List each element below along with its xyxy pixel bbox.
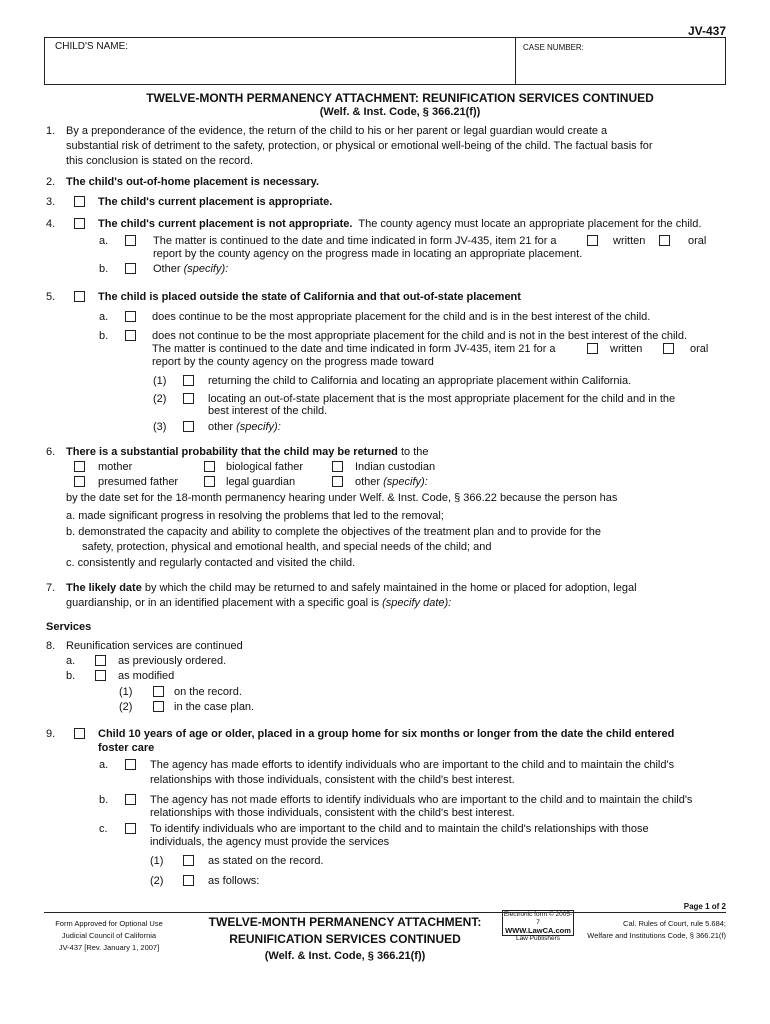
item-5b2-line-1: locating an out-of-state placement that is the most appropriate placement for the child and in the bbox=[208, 393, 676, 405]
footer-right-line-2: Welfare and Institutions Code, § 366.21(f) bbox=[587, 931, 726, 940]
item-6a: a. made significant progress in resolving the problems that led to the removal; bbox=[66, 510, 444, 522]
footer-left-line-1: Form Approved for Optional Use bbox=[55, 919, 163, 928]
item-6-other-checkbox[interactable] bbox=[332, 476, 343, 487]
item-8a-checkbox[interactable] bbox=[95, 655, 106, 666]
item-5b3-other: other bbox=[208, 421, 234, 433]
item-9c1-checkbox[interactable] bbox=[183, 855, 194, 866]
item-8b-text: as modified bbox=[118, 670, 175, 682]
item-4-text bbox=[98, 217, 701, 231]
item-5b1-label: (1) bbox=[153, 375, 167, 387]
services-heading: Services bbox=[46, 621, 92, 633]
case-number-field[interactable] bbox=[523, 56, 718, 80]
form-code: JV-437 bbox=[687, 24, 726, 38]
item-6-presumed-father-label: presumed father bbox=[98, 476, 179, 488]
item-3-text: The child's current placement is appropriate. bbox=[98, 196, 333, 208]
item-6-text bbox=[66, 445, 429, 459]
footer-rule bbox=[44, 912, 726, 913]
item-4a-checkbox[interactable] bbox=[125, 235, 136, 246]
item-8b2-label: (2) bbox=[119, 701, 133, 713]
item-8-text: Reunification services are continued bbox=[66, 640, 243, 652]
item-4a-label: a. bbox=[99, 235, 109, 247]
item-9b-checkbox[interactable] bbox=[125, 794, 136, 805]
item-8b1-checkbox[interactable] bbox=[153, 686, 164, 697]
item-9a-line-1: The agency has made efforts to identify individuals who are important to the child and to maintain the child's bbox=[150, 759, 675, 771]
item-6-bio-father-label: biological father bbox=[226, 461, 304, 473]
item-7-number: 7. bbox=[46, 582, 56, 594]
item-7-bold: The likely date bbox=[66, 582, 142, 594]
item-4-checkbox[interactable] bbox=[74, 218, 85, 229]
item-8b2-text: in the case plan. bbox=[174, 701, 255, 713]
item-6-legal-guardian-label: legal guardian bbox=[226, 476, 296, 488]
item-5b-line-1: does not continue to be the most appropriate placement for the child and is not in the best interest of the child. bbox=[152, 330, 688, 342]
header-divider bbox=[515, 37, 516, 85]
item-9c2-label: (2) bbox=[150, 875, 164, 887]
footer-left-line-2: Judicial Council of California bbox=[61, 931, 157, 940]
item-8b1-label: (1) bbox=[119, 686, 133, 698]
item-5b3-specify: (specify): bbox=[236, 421, 281, 433]
item-9-number: 9. bbox=[46, 728, 56, 740]
item-5b-label: b. bbox=[99, 330, 109, 342]
item-3-checkbox[interactable] bbox=[74, 196, 85, 207]
case-number-label: CASE NUMBER: bbox=[523, 43, 584, 52]
item-9a-line-2: relationships with those individuals, consistent with the child's best interest. bbox=[150, 774, 515, 786]
stamp-line-3: Law Publishers bbox=[515, 935, 561, 942]
item-4b-label: b. bbox=[99, 263, 109, 275]
item-5-text: The child is placed outside the state of California and that out-of-state placement bbox=[98, 291, 521, 303]
item-9c1-label: (1) bbox=[150, 855, 164, 867]
item-5-checkbox[interactable] bbox=[74, 291, 85, 302]
item-6-number: 6. bbox=[46, 446, 56, 458]
item-2-text: The child's out-of-home placement is necessary. bbox=[66, 176, 320, 188]
item-4b-checkbox[interactable] bbox=[125, 263, 136, 274]
item-9c-line-1: To identify individuals who are important to the child and to maintain the child's relationships with those bbox=[150, 823, 649, 835]
item-4b-other: Other bbox=[153, 263, 181, 275]
item-8b-label: b. bbox=[66, 670, 76, 682]
item-8-number: 8. bbox=[46, 640, 56, 652]
item-4a-line-2: report by the county agency on the progress made in locating an appropriate placement. bbox=[153, 248, 583, 260]
item-5b2-label: (2) bbox=[153, 393, 167, 405]
childs-name-label: CHILD'S NAME: bbox=[55, 41, 129, 52]
item-9c-line-2: individuals, the agency must provide the services bbox=[150, 836, 390, 848]
item-5-number: 5. bbox=[46, 291, 56, 303]
item-8a-text: as previously ordered. bbox=[118, 655, 227, 667]
childs-name-field[interactable] bbox=[55, 56, 505, 80]
footer-center-line-1: TWELVE-MONTH PERMANENCY ATTACHMENT: bbox=[208, 915, 482, 929]
item-5a-text: does continue to be the most appropriate placement for the child and is in the best interest of the child. bbox=[152, 311, 651, 323]
item-4a-written-checkbox[interactable] bbox=[587, 235, 598, 246]
item-6-presumed-father-checkbox[interactable] bbox=[74, 476, 85, 487]
item-6-mother-checkbox[interactable] bbox=[74, 461, 85, 472]
item-8a-label: a. bbox=[66, 655, 76, 667]
item-6b-line-1: b. demonstrated the capacity and ability to complete the objectives of the treatment plan and to provide for the bbox=[66, 526, 602, 538]
item-8b2-checkbox[interactable] bbox=[153, 701, 164, 712]
item-9c2-checkbox[interactable] bbox=[183, 875, 194, 886]
item-4a-line-1: The matter is continued to the date and time indicated in form JV-435, item 21 for a bbox=[153, 235, 557, 247]
footer-right-line-1: Cal. Rules of Court, rule 5.684; bbox=[623, 919, 726, 928]
stamp-line-2: WWW.LawCA.com bbox=[505, 926, 571, 935]
item-5a-label: a. bbox=[99, 311, 109, 323]
item-5b-line-2: The matter is continued to the date and time indicated in form JV-435, item 21 for a bbox=[152, 343, 556, 355]
stamp-line-1: Electronic form © 2005-7 bbox=[503, 911, 573, 926]
item-6-other-specify: (specify): bbox=[383, 476, 428, 488]
item-5a-checkbox[interactable] bbox=[125, 311, 136, 322]
item-3-number: 3. bbox=[46, 196, 56, 208]
item-9-bold-line-1: Child 10 years of age or older, placed in a group home for six months or longer from the date the child entered bbox=[98, 728, 675, 740]
item-9c-label: c. bbox=[99, 823, 108, 835]
item-8b1-text: on the record. bbox=[174, 686, 242, 698]
item-1-number: 1. bbox=[46, 125, 56, 137]
item-9-bold-line-2: foster care bbox=[98, 742, 155, 754]
item-4b-text bbox=[153, 262, 228, 276]
item-9-checkbox[interactable] bbox=[74, 728, 85, 739]
item-7-specify: (specify date): bbox=[382, 597, 452, 609]
item-6-bio-father-checkbox[interactable] bbox=[204, 461, 215, 472]
item-7-line-2 bbox=[66, 596, 451, 610]
footer-center-line-3: (Welf. & Inst. Code, § 366.21(f)) bbox=[264, 950, 426, 962]
item-1-line-3: this conclusion is stated on the record. bbox=[66, 155, 254, 167]
item-5b1-text: returning the child to California and locating an appropriate placement within California. bbox=[208, 375, 632, 387]
footer-center-line-2: REUNIFICATION SERVICES CONTINUED bbox=[229, 932, 461, 946]
item-9b-label: b. bbox=[99, 794, 109, 806]
item-5b2-line-2: best interest of the child. bbox=[208, 405, 328, 417]
item-4-rest: The county agency must locate an appropriate placement for the child. bbox=[358, 218, 702, 230]
page-subtitle: (Welf. & Inst. Code, § 366.21(f)) bbox=[319, 106, 481, 118]
item-4a-oral-checkbox[interactable] bbox=[659, 235, 670, 246]
item-7-line-2-text: guardianship, or in an identified placement with a specific goal is bbox=[66, 597, 380, 609]
item-7-line-1 bbox=[66, 581, 637, 595]
item-9b-line-1: The agency has not made efforts to identify individuals who are important to the child and to maintain the child's bbox=[150, 794, 693, 806]
item-9b-line-2: relationships with those individuals, consistent with the child's best interest. bbox=[150, 807, 515, 819]
item-5b-written-label: written bbox=[610, 343, 643, 355]
item-6-bold: There is a substantial probability that the child may be returned bbox=[66, 446, 398, 458]
footer-left bbox=[44, 918, 174, 954]
item-9a-label: a. bbox=[99, 759, 109, 771]
item-6b-line-2: safety, protection, physical and emotional health, and special needs of the child; and bbox=[82, 541, 492, 553]
item-6-other-text: other bbox=[355, 476, 381, 488]
item-8b-checkbox[interactable] bbox=[95, 670, 106, 681]
item-9a-checkbox[interactable] bbox=[125, 759, 136, 770]
item-6-rest: to the bbox=[400, 446, 429, 458]
item-5b1-checkbox[interactable] bbox=[183, 375, 194, 386]
item-6-by-line: by the date set for the 18-month permanency hearing under Welf. & Inst. Code, § 366.22 because the person has bbox=[66, 492, 618, 504]
item-6-mother-label: mother bbox=[98, 461, 133, 473]
item-4a-oral-label: oral bbox=[688, 235, 707, 247]
footer-right bbox=[556, 918, 726, 942]
item-1-line-2: substantial risk of detriment to the safety, protection, or physical or emotional well-being of the child. The factual basis for bbox=[66, 140, 653, 152]
item-6-other-label bbox=[355, 475, 428, 489]
item-9c-checkbox[interactable] bbox=[125, 823, 136, 834]
item-2-number: 2. bbox=[46, 176, 56, 188]
footer-left-line-3: JV-437 [Rev. January 1, 2007] bbox=[58, 943, 160, 952]
item-5b-oral-checkbox[interactable] bbox=[663, 343, 674, 354]
item-1-line-1: By a preponderance of the evidence, the return of the child to his or her parent or legal guardian would create a bbox=[66, 125, 608, 137]
item-6-legal-guardian-checkbox[interactable] bbox=[204, 476, 215, 487]
item-5b2-checkbox[interactable] bbox=[183, 393, 194, 404]
page-number: Page 1 of 2 bbox=[683, 902, 726, 911]
item-9c2-text: as follows: bbox=[208, 875, 260, 887]
item-7-rest: by which the child may be returned to and safely maintained in the home or placed for adoption, legal bbox=[144, 582, 637, 594]
item-5b-checkbox[interactable] bbox=[125, 330, 136, 341]
item-4a-written-label: written bbox=[613, 235, 646, 247]
item-5b-oral-label: oral bbox=[690, 343, 709, 355]
item-4b-specify: (specify): bbox=[183, 263, 229, 275]
item-4-number: 4. bbox=[46, 218, 56, 230]
item-6-indian-custodian-label: Indian custodian bbox=[355, 461, 436, 473]
item-6c: c. consistently and regularly contacted and visited the child. bbox=[66, 557, 356, 569]
item-6-indian-custodian-checkbox[interactable] bbox=[332, 461, 343, 472]
page-title: TWELVE-MONTH PERMANENCY ATTACHMENT: REUNIFICATION SERVICES CONTINUED bbox=[146, 91, 654, 105]
footer-center bbox=[185, 914, 505, 965]
item-5b3-label: (3) bbox=[153, 421, 167, 433]
item-5b3-text bbox=[208, 420, 281, 434]
item-9c1-text: as stated on the record. bbox=[208, 855, 324, 867]
item-5b-written-checkbox[interactable] bbox=[587, 343, 598, 354]
item-5b3-checkbox[interactable] bbox=[183, 421, 194, 432]
item-5b-line-3: report by the county agency on the progress made toward bbox=[152, 356, 434, 368]
item-4-bold: The child's current placement is not appropriate. bbox=[98, 218, 353, 230]
